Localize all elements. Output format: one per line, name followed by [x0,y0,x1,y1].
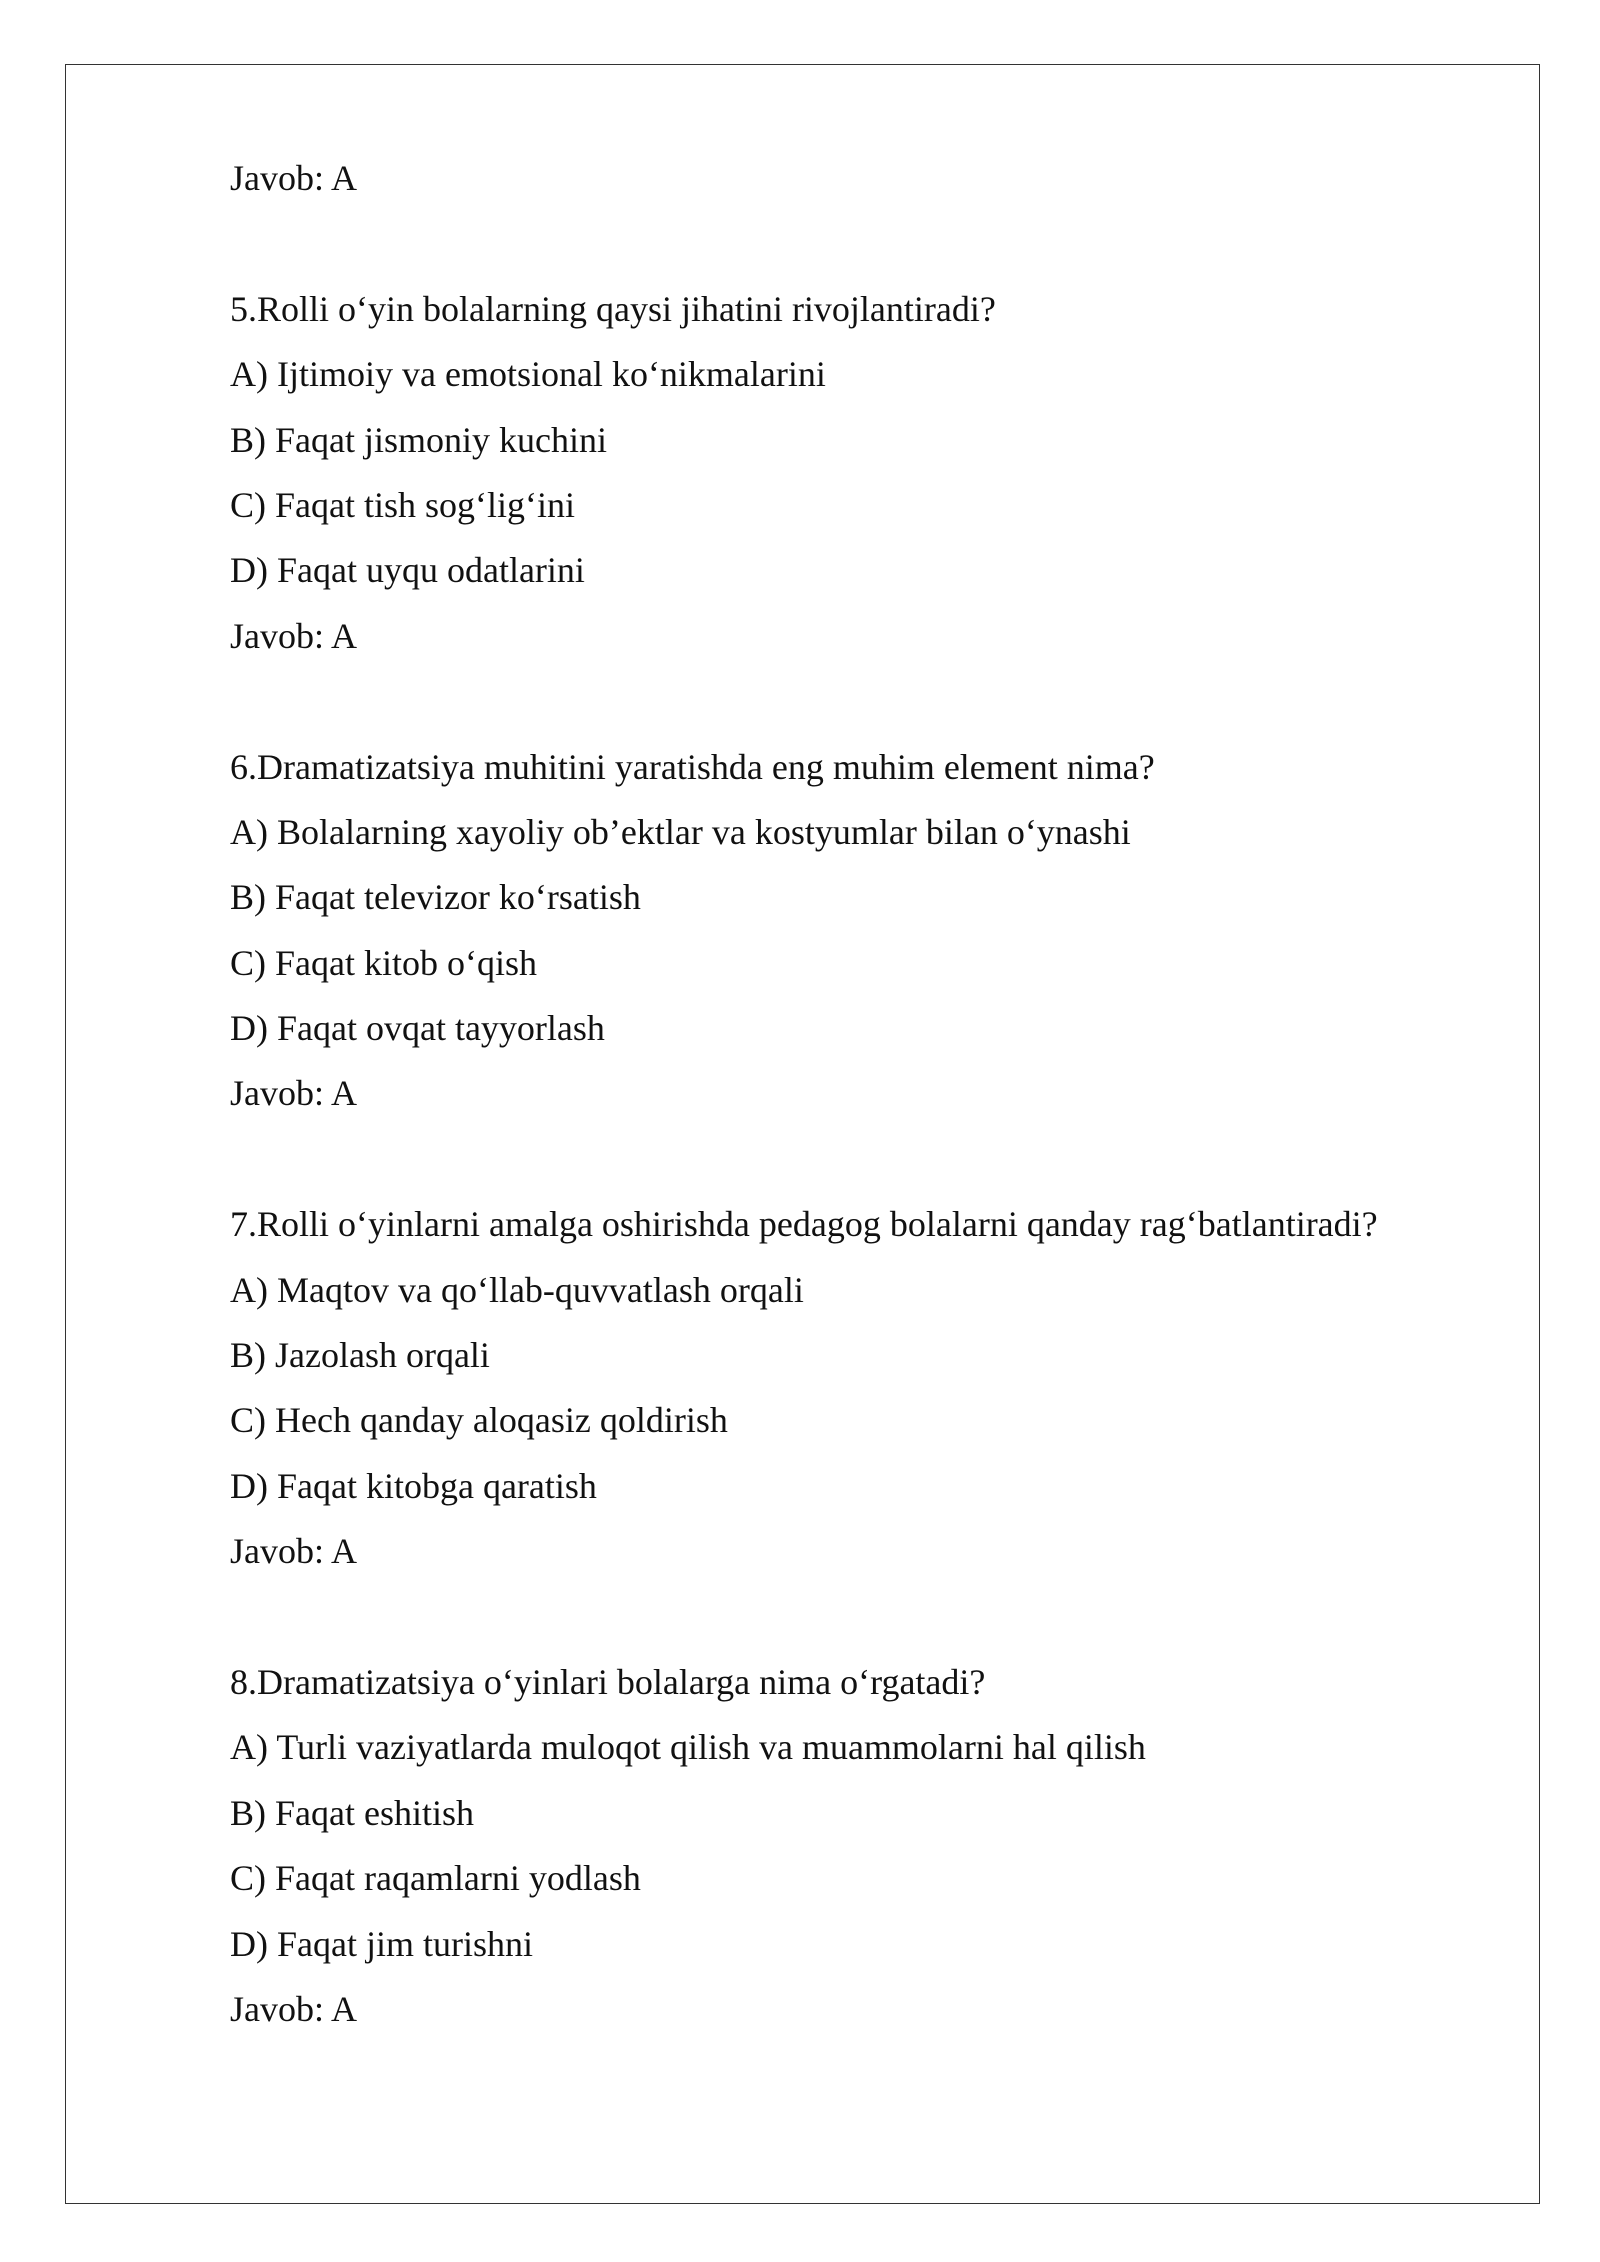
option-d: D) Faqat jim turishni [230,1923,533,1964]
option-b: B) Faqat eshitish [230,1792,474,1833]
question-6 [230,735,1510,1127]
option-a: A) Bolalarning xayoliy ob’ektlar va kostyumlar bilan o‘ynashi [230,811,1131,852]
option-a: A) Maqtov va qo‘llab-quvvatlash orqali [230,1269,804,1310]
question-text: 5.Rolli o‘yin bolalarning qaysi jihatini rivojlantiradi? [230,288,996,329]
question-8 [230,1650,1510,2042]
previous-answer: Javob: A [230,158,358,198]
question-text: 6.Dramatizatsiya muhitini yaratishda eng muhim element nima? [230,746,1155,787]
question-5 [230,277,1510,669]
option-c: C) Hech qanday aloqasiz qoldirish [230,1400,728,1441]
option-d: D) Faqat kitobga qaratish [230,1465,597,1506]
option-b: B) Faqat jismoniy kuchini [230,419,607,460]
document-body [230,146,1510,2042]
answer: Javob: A [230,615,358,656]
answer: Javob: A [230,1073,358,1114]
option-c: C) Faqat raqamlarni yodlash [230,1858,641,1899]
option-b: B) Jazolash orqali [230,1335,490,1376]
option-d: D) Faqat uyqu odatlarini [230,550,585,591]
option-c: C) Faqat kitob o‘qish [230,942,537,983]
question-7 [230,1192,1510,1584]
option-a: A) Turli vaziyatlarda muloqot qilish va muammolarni hal qilish [230,1727,1146,1768]
question-text: 7.Rolli o‘yinlarni amalga oshirishda pedagog bolalarni qanday rag‘batlantiradi? [230,1204,1378,1245]
question-text: 8.Dramatizatsiya o‘yinlari bolalarga nima o‘rgatadi? [230,1661,986,1702]
answer: Javob: A [230,1531,358,1572]
option-a: A) Ijtimoiy va emotsional ko‘nikmalarini [230,354,826,395]
option-c: C) Faqat tish sog‘lig‘ini [230,484,575,525]
answer: Javob: A [230,1988,358,2029]
option-d: D) Faqat ovqat tayyorlash [230,1008,605,1049]
option-b: B) Faqat televizor ko‘rsatish [230,877,641,918]
